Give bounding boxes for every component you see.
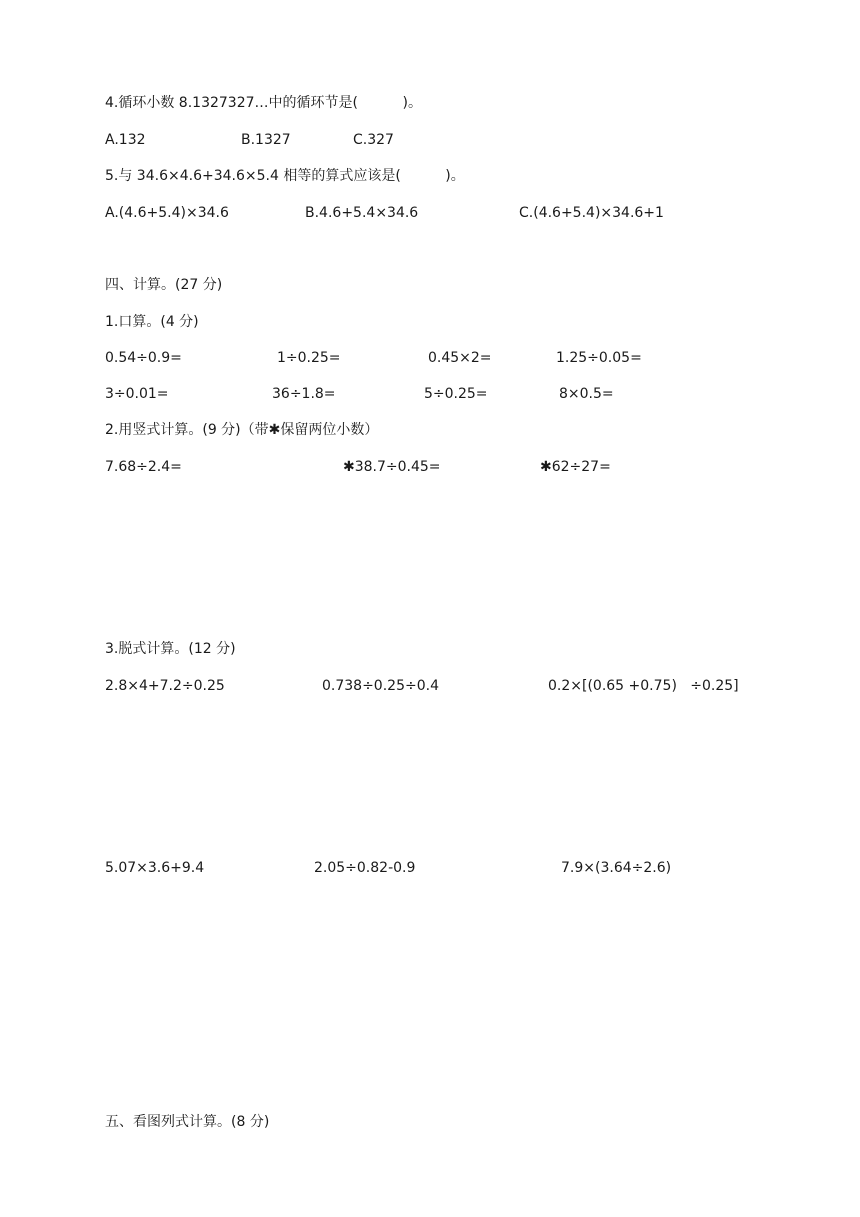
question-5-stem: 5.与 34.6×4.6+34.6×5.4 相等的算式应该是( )。 [105, 168, 465, 184]
question-4-option-a: A.132 [105, 132, 146, 148]
vertical-item: ✱38.7÷0.45= [343, 459, 441, 475]
question-5-option-c: C.(4.6+5.4)×34.6+1 [519, 205, 664, 221]
question-5-option-b: B.4.6+5.4×34.6 [305, 205, 419, 221]
oral-item: 36÷1.8= [272, 386, 336, 402]
oral-item: 5÷0.25= [424, 386, 488, 402]
question-4-option-b: B.1327 [241, 132, 291, 148]
step-item: 0.738÷0.25÷0.4 [322, 678, 439, 694]
section-5-title: 五、看图列式计算。(8 分) [105, 1114, 270, 1130]
step-item: 2.05÷0.82-0.9 [314, 860, 416, 876]
oral-calculation-title: 1.口算。(4 分) [105, 314, 199, 330]
oral-item: 8×0.5= [559, 386, 614, 402]
oral-item: 1.25÷0.05= [556, 350, 642, 366]
question-5-option-a: A.(4.6+5.4)×34.6 [105, 205, 229, 221]
step-item: 7.9×(3.64÷2.6) [561, 860, 672, 876]
step-item: 2.8×4+7.2÷0.25 [105, 678, 225, 694]
oral-item: 0.54÷0.9= [105, 350, 182, 366]
question-4-option-c: C.327 [353, 132, 394, 148]
vertical-calculation-title: 2.用竖式计算。(9 分)（带✱保留两位小数） [105, 422, 379, 438]
step-calculation-title: 3.脱式计算。(12 分) [105, 641, 236, 657]
question-4-stem: 4.循环小数 8.1327327…中的循环节是( )。 [105, 95, 422, 111]
section-4-title: 四、计算。(27 分) [105, 277, 223, 293]
oral-item: 0.45×2= [428, 350, 492, 366]
oral-item: 3÷0.01= [105, 386, 169, 402]
oral-item: 1÷0.25= [277, 350, 341, 366]
vertical-item: ✱62÷27= [540, 459, 611, 475]
step-item: 5.07×3.6+9.4 [105, 860, 205, 876]
vertical-item: 7.68÷2.4= [105, 459, 182, 475]
step-item: 0.2×[(0.65 +0.75) ÷0.25] [548, 678, 739, 694]
